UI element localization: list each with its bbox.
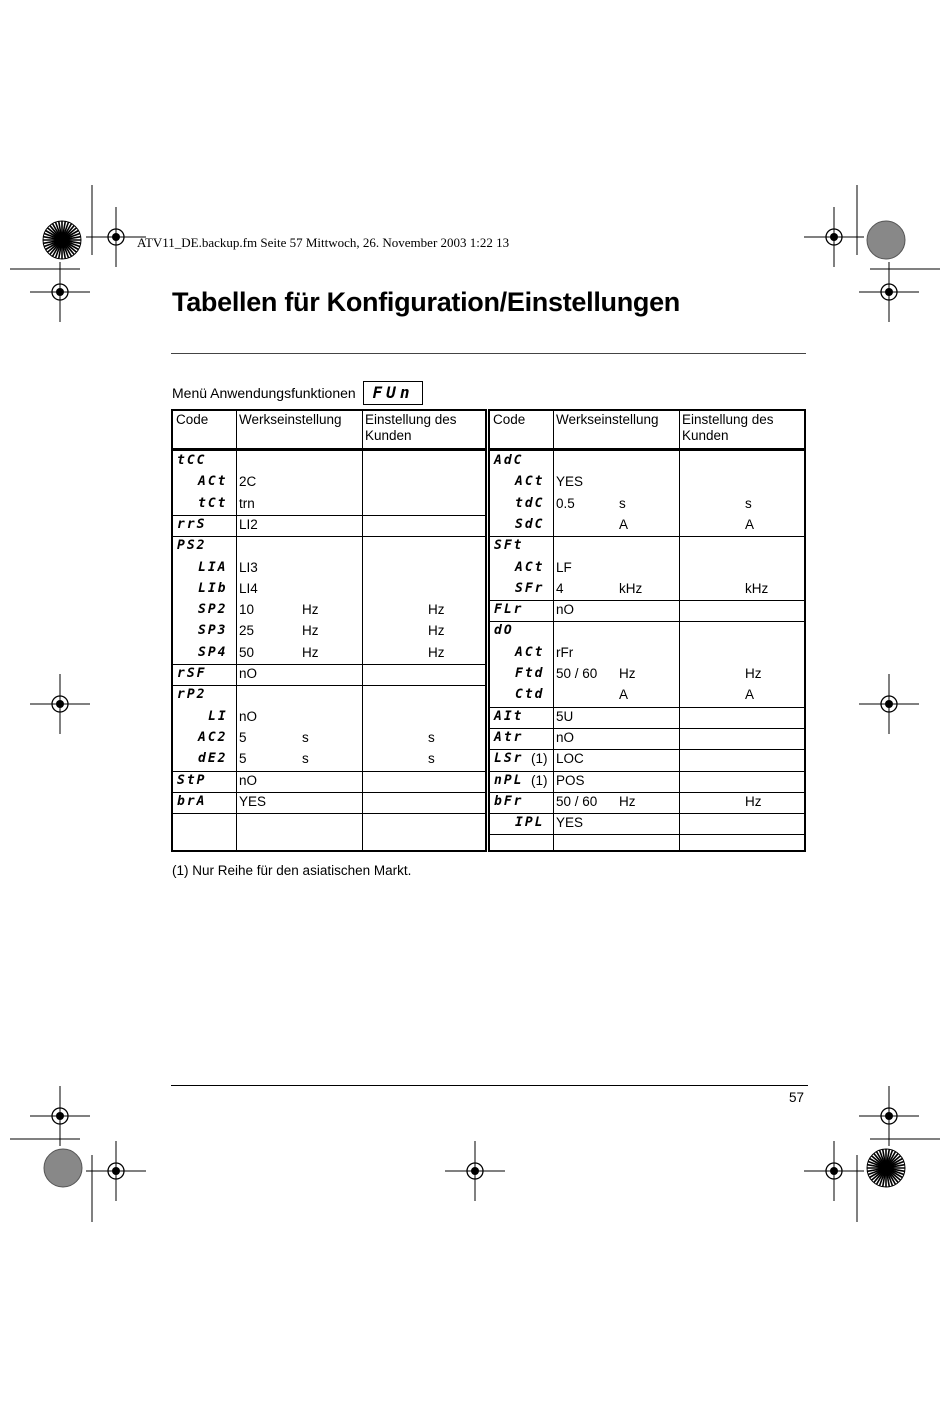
footer-rule bbox=[171, 1085, 808, 1086]
factory-value: 50 / 60 bbox=[556, 666, 598, 681]
factory-value: nO bbox=[556, 729, 575, 745]
customer-unit: s bbox=[745, 495, 752, 511]
footnote-ref: (1) bbox=[531, 772, 548, 788]
factory-unit: Hz bbox=[619, 666, 636, 681]
param-code: SP4 bbox=[198, 644, 228, 660]
param-code: StP bbox=[177, 772, 207, 788]
factory-value: 2C bbox=[239, 474, 257, 490]
title-rule bbox=[171, 353, 806, 354]
col-header-code: Code bbox=[493, 412, 526, 427]
customer-unit: Hz bbox=[428, 644, 445, 660]
param-code: FLr bbox=[494, 602, 524, 618]
factory-value: POS bbox=[556, 772, 585, 788]
footnote-ref: (1) bbox=[531, 751, 548, 767]
param-code: SP3 bbox=[198, 623, 228, 639]
param-code: Ctd bbox=[515, 687, 545, 703]
factory-value: LOC bbox=[556, 751, 584, 767]
page-title: Tabellen für Konfiguration/Einstellungen bbox=[172, 287, 681, 317]
param-code: LIb bbox=[198, 580, 228, 596]
factory-value: 50 bbox=[239, 644, 255, 660]
param-code: bFr bbox=[494, 793, 524, 809]
param-code: AdC bbox=[494, 453, 524, 468]
file-header-line: ATV11_DE.backup.fm Seite 57 Mittwoch, 26. November 2003 1:22 13 bbox=[137, 235, 510, 250]
customer-unit: kHz bbox=[745, 580, 769, 596]
col-header-customer: Einstellung des Kunden bbox=[365, 412, 457, 443]
col-header-factory: Werkseinstellung bbox=[239, 412, 342, 427]
factory-value: nO bbox=[556, 602, 575, 618]
factory-value: LI2 bbox=[239, 516, 258, 532]
customer-unit: A bbox=[745, 687, 755, 703]
param-code: tdC bbox=[515, 495, 545, 511]
factory-value: LF bbox=[556, 559, 572, 575]
factory-value: nO bbox=[239, 666, 258, 681]
col-header-factory: Werkseinstellung bbox=[556, 412, 659, 427]
param-code: brA bbox=[177, 793, 207, 809]
param-code: LSr bbox=[494, 751, 524, 767]
factory-value: 5 bbox=[239, 751, 247, 767]
param-code: tCt bbox=[198, 495, 228, 511]
factory-value: rFr bbox=[556, 644, 574, 660]
param-code: dO bbox=[494, 623, 514, 639]
factory-unit: kHz bbox=[619, 580, 643, 596]
param-code: rrS bbox=[177, 516, 207, 532]
menu-code-box: FUn bbox=[363, 381, 423, 405]
factory-value: 10 bbox=[239, 602, 255, 618]
customer-unit: Hz bbox=[745, 666, 762, 681]
param-code: tCC bbox=[177, 453, 207, 468]
factory-value: YES bbox=[239, 793, 267, 809]
factory-unit: Hz bbox=[302, 623, 319, 639]
factory-value: YES bbox=[556, 474, 584, 490]
param-code: AIt bbox=[494, 708, 524, 724]
param-code: PS2 bbox=[177, 538, 207, 554]
factory-value: YES bbox=[556, 815, 584, 831]
factory-value: 5U bbox=[556, 708, 574, 724]
menu-label: Menü Anwendungsfunktionen bbox=[172, 385, 356, 401]
col-header-code: Code bbox=[176, 412, 209, 427]
factory-value: 25 bbox=[239, 623, 255, 639]
param-code: SdC bbox=[515, 516, 545, 532]
factory-value: 5 bbox=[239, 729, 247, 745]
param-code: nPL bbox=[494, 772, 524, 788]
config-table-left bbox=[171, 409, 487, 852]
param-code: SFt bbox=[494, 538, 524, 554]
factory-value: 4 bbox=[556, 580, 564, 596]
factory-value: 0.5 bbox=[556, 495, 575, 511]
customer-unit: Hz bbox=[428, 602, 445, 618]
param-code: rP2 bbox=[177, 687, 207, 703]
param-code: LI bbox=[208, 708, 228, 724]
factory-value: LI4 bbox=[239, 580, 258, 596]
customer-unit: Hz bbox=[745, 793, 762, 809]
param-code: Ftd bbox=[515, 666, 545, 681]
param-code: SFr bbox=[515, 580, 545, 596]
customer-unit: s bbox=[428, 751, 435, 767]
factory-unit: s bbox=[619, 495, 626, 511]
factory-value: 50 / 60 bbox=[556, 793, 598, 809]
factory-unit: Hz bbox=[302, 602, 319, 618]
col-header-customer: Einstellung des Kunden bbox=[682, 412, 774, 443]
customer-unit: s bbox=[428, 729, 435, 745]
factory-value: nO bbox=[239, 772, 258, 788]
factory-value: LI3 bbox=[239, 559, 258, 575]
factory-value: nO bbox=[239, 708, 258, 724]
factory-unit: s bbox=[302, 729, 309, 745]
factory-unit: Hz bbox=[619, 793, 636, 809]
param-code: SP2 bbox=[198, 602, 228, 618]
param-code: ACt bbox=[515, 474, 545, 490]
param-code: AC2 bbox=[198, 729, 228, 745]
page-number: 57 bbox=[789, 1090, 805, 1105]
factory-value: trn bbox=[239, 495, 255, 511]
customer-unit: Hz bbox=[428, 623, 445, 639]
config-table-right bbox=[488, 409, 806, 852]
param-code: ACt bbox=[198, 474, 228, 490]
param-code: ACt bbox=[515, 644, 545, 660]
param-code: rSF bbox=[177, 666, 207, 681]
param-code: LIA bbox=[198, 559, 228, 575]
factory-unit: A bbox=[619, 687, 629, 703]
param-code: IPL bbox=[515, 815, 545, 831]
customer-unit: A bbox=[745, 516, 755, 532]
factory-unit: s bbox=[302, 751, 309, 767]
factory-unit: A bbox=[619, 516, 629, 532]
param-code: ACt bbox=[515, 559, 545, 575]
factory-unit: Hz bbox=[302, 644, 319, 660]
param-code: Atr bbox=[494, 729, 524, 745]
param-code: dE2 bbox=[198, 751, 228, 767]
footnote: (1) Nur Reihe für den asiatischen Markt. bbox=[172, 863, 412, 878]
